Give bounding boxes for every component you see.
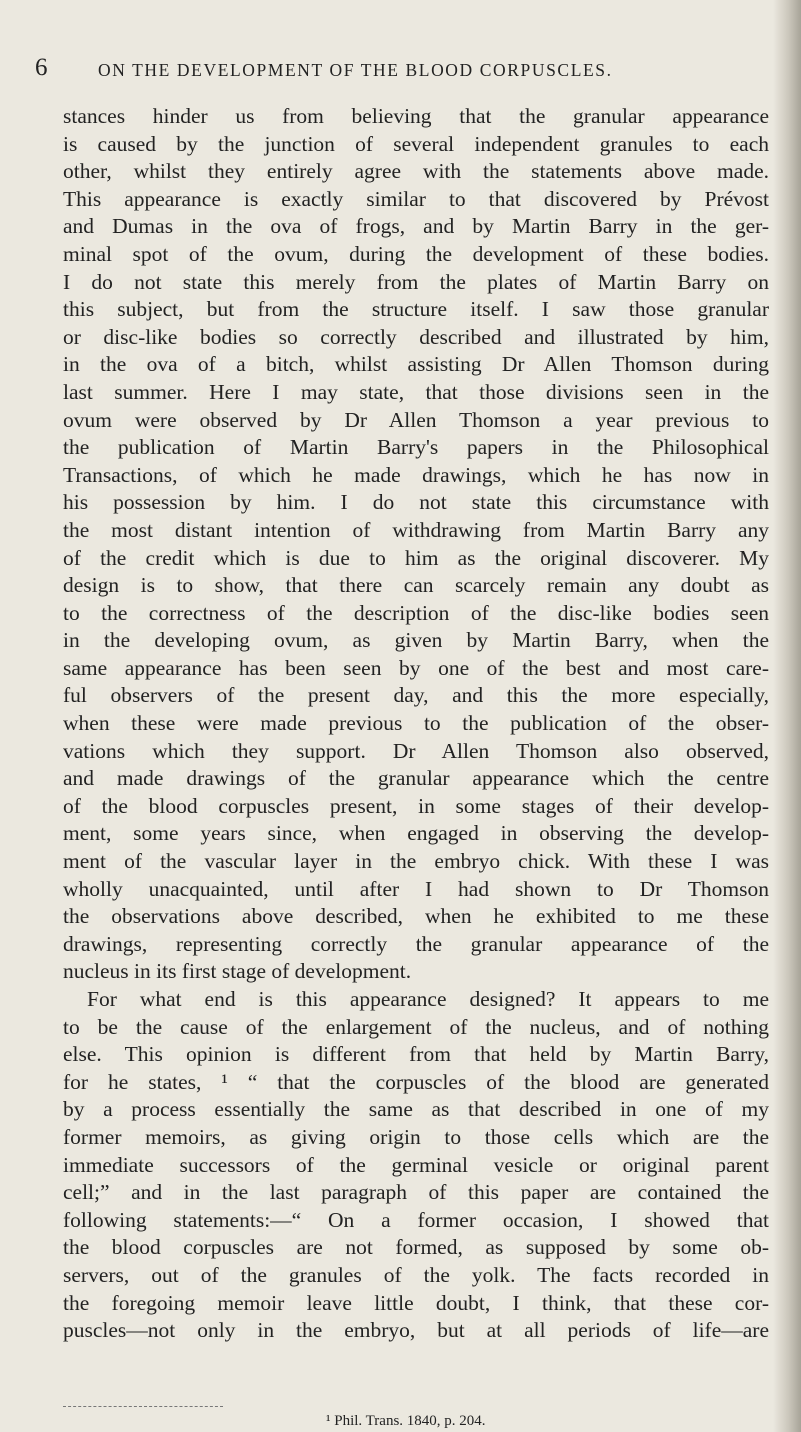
paragraph-end-line: nucleus in its first stage of development. (63, 959, 412, 984)
text-line: servers, out of the granules of the yolk. The facts recorded in (63, 1262, 769, 1287)
text-line: ovum were observed by Dr Allen Thomson a year previous to (63, 407, 769, 432)
text-line: the observations above described, when he exhibited to me these (63, 904, 769, 929)
text-line: ment, some years since, when engaged in observing the develop- (63, 821, 769, 846)
text-line: other, whilst they entirely agree with the statements above made. (63, 159, 769, 184)
text-line: wholly unacquainted, until after I had shown to Dr Thomson (63, 876, 769, 901)
text-line: when these were made previous to the publication of the obser- (63, 711, 769, 736)
body-text (63, 103, 769, 1345)
text-line: same appearance has been seen by one of the best and most care- (63, 655, 769, 680)
text-line: This appearance is exactly similar to that discovered by Prévost (63, 186, 769, 211)
page-edge-shadow (773, 0, 801, 1432)
text-line: of the blood corpuscles present, in some stages of their develop- (63, 793, 769, 818)
text-line: drawings, representing correctly the granular appearance of the (63, 931, 769, 956)
text-line: the publication of Martin Barry's papers in the Philosophical (63, 435, 769, 460)
text-line: is caused by the junction of several independent granules to each (63, 131, 769, 156)
text-line: and made drawings of the granular appearance which the centre (63, 766, 769, 791)
text-line: following statements:—“ On a former occasion, I showed that (63, 1207, 769, 1232)
page-number: 6 (35, 54, 48, 81)
text-line: or disc-like bodies so correctly described and illustrated by him, (63, 324, 769, 349)
text-line: by a process essentially the same as that described in one of my (63, 1097, 769, 1122)
text-line: to be the cause of the enlargement of the nucleus, and of nothing (63, 1014, 769, 1039)
text-line: Transactions, of which he made drawings, which he has now in (63, 462, 769, 487)
text-line: for he states, ¹ “ that the corpuscles of the blood are generated (63, 1069, 769, 1094)
text-line: this subject, but from the structure itself. I saw those granular (63, 297, 769, 322)
text-line: the foregoing memoir leave little doubt, I think, that these cor- (63, 1290, 769, 1315)
paragraph-start-line: For what end is this appearance designed? It appears to me (87, 987, 769, 1011)
text-line: the blood corpuscles are not formed, as supposed by some ob- (63, 1235, 769, 1260)
text-line: ful observers of the present day, and this the more especially, (63, 683, 769, 708)
text-line: puscles—not only in the embryo, but at all periods of life—are (63, 1318, 769, 1343)
text-line: immediate successors of the germinal vesicle or original parent (63, 1152, 769, 1177)
text-line: design is to show, that there can scarcely remain any doubt as (63, 573, 769, 598)
text-line: his possession by him. I do not state this circumstance with (63, 490, 769, 515)
text-line: I do not state this merely from the plates of Martin Barry on (63, 269, 769, 294)
text-line: stances hinder us from believing that the granular appearance (63, 104, 769, 128)
running-head: ON THE DEVELOPMENT OF THE BLOOD CORPUSCLES. (98, 60, 613, 80)
text-line: vations which they support. Dr Allen Thomson also observed, (63, 738, 769, 763)
text-line: in the developing ovum, as given by Martin Barry, when the (63, 628, 769, 653)
footnote-divider (63, 1406, 223, 1407)
text-line: former memoirs, as giving origin to those cells which are the (63, 1124, 769, 1149)
text-line: last summer. Here I may state, that those divisions seen in the (63, 379, 769, 404)
text-line: else. This opinion is different from that held by Martin Barry, (63, 1042, 769, 1067)
text-line: of the credit which is due to him as the original discoverer. My (63, 545, 769, 570)
text-line: in the ova of a bitch, whilst assisting Dr Allen Thomson during (63, 352, 769, 377)
text-line: minal spot of the ovum, during the development of these bodies. (63, 241, 769, 266)
text-line: ment of the vascular layer in the embryo chick. With these I was (63, 849, 769, 874)
footnote: ¹ Phil. Trans. 1840, p. 204. (326, 1413, 486, 1429)
text-line: cell;” and in the last paragraph of this paper are contained the (63, 1180, 769, 1205)
text-line: to the correctness of the description of the disc-like bodies seen (63, 600, 769, 625)
text-line: and Dumas in the ova of frogs, and by Martin Barry in the ger- (63, 214, 769, 239)
text-line: the most distant intention of withdrawing from Martin Barry any (63, 517, 769, 542)
